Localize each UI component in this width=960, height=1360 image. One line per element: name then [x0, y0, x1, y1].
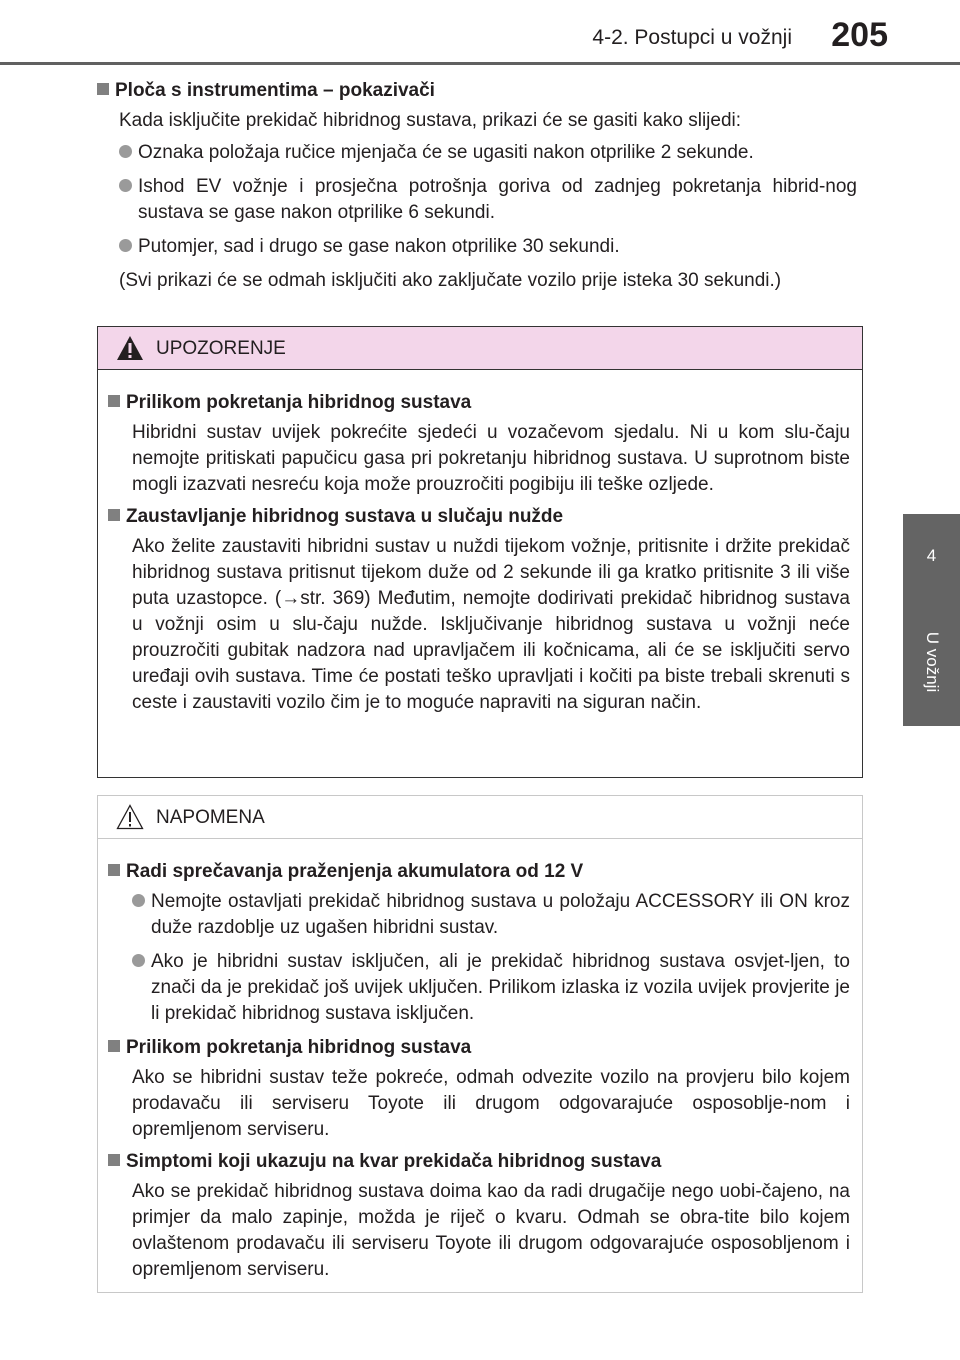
notice-body [98, 839, 862, 1283]
round-bullet-icon [119, 179, 132, 192]
notice-title: NAPOMENA [156, 807, 265, 828]
heading-text: Zaustavljanje hibridnog sustava u slučaju nužde [126, 506, 564, 527]
section-heading [97, 78, 857, 104]
round-bullet-icon [119, 145, 132, 158]
square-bullet-icon [108, 509, 120, 521]
list-item [132, 949, 850, 1027]
section-title: 4-2. Postupci u vožnji [592, 26, 792, 49]
heading-text: Prilikom pokretanja hibridnog sustava [126, 392, 472, 413]
notice-text: Ako se prekidač hibridnog sustava doima kao da radi drugačije nego uobi-čajeno, na primjer da malo zapinje, možda je riječ o kvaru. Odmah se obra-tite bilo kojem ovlaštenom prodavaču ili serviseru Toyote ili drugom odgovarajuće osposobljenom i opremljenom serviseru. [132, 1181, 850, 1280]
caution-triangle-outline-icon [116, 804, 144, 830]
heading-text: Prilikom pokretanja hibridnog sustava [126, 1037, 472, 1058]
notice-header [98, 796, 862, 839]
page-number: 205 [831, 16, 888, 54]
square-bullet-icon [108, 1154, 120, 1166]
square-bullet-icon [108, 864, 120, 876]
notice-heading [108, 859, 850, 885]
footnote-text: (Svi prikazi će se odmah isključiti ako zaključate vozilo prije isteka 30 sekundi.) [119, 270, 782, 291]
warning-body [98, 370, 862, 716]
list-item [132, 889, 850, 941]
notice-heading [108, 1035, 850, 1061]
list-item-text: Ishod EV vožnje i prosječna potrošnja goriva od zadnjeg pokretanja hibrid-nog sustava se gase nakon otprilike 6 sekundi. [138, 176, 857, 223]
heading-text: Simptomi koji ukazuju na kvar prekidača hibridnog sustava [126, 1151, 662, 1172]
warning-header [98, 327, 862, 370]
intro-text: Kada isključite prekidač hibridnog sustava, prikazi će se gasiti kako slijedi: [119, 110, 742, 131]
round-bullet-icon [132, 894, 145, 907]
round-bullet-icon [132, 954, 145, 967]
list-item-text: Oznaka položaja ručice mjenjača će se ugasiti nakon otprilike 2 sekunde. [138, 142, 754, 163]
chapter-tab-text: U vožnji [922, 631, 942, 693]
main-content [97, 78, 857, 300]
list-item [119, 174, 857, 226]
square-bullet-icon [108, 395, 120, 407]
square-bullet-icon [108, 1040, 120, 1052]
square-bullet-icon [97, 83, 109, 95]
header-rule [0, 62, 960, 65]
list-item-text: Putomjer, sad i drugo se gase nakon otprilike 30 sekundi. [138, 236, 620, 257]
list-item-text: Ako je hibridni sustav isključen, ali je prekidač hibridnog sustava osvjet-ljen, to znači da je prekidač još uvijek uključen. Prilikom izlaska iz vozila uvijek provjerite je li prekidač hibridnog sustava isključen. [151, 951, 850, 1024]
warning-box [97, 326, 863, 778]
chapter-tab-number: 4 [903, 514, 960, 598]
list-item [119, 234, 857, 260]
list-item [119, 140, 857, 166]
warning-triangle-icon [116, 335, 144, 361]
warning-text: Hibridni sustav uvijek pokrećite sjedeći u vozačevom sjedalu. Ni u kom slu-čaju nemojte pritiskati papučicu gasa pri pokretanju hibridnog sustava. U suprotnom biste mogli izazvati nesreću koja može prouzročiti pogibiju ili teške ozljede. [132, 422, 850, 495]
notice-text: Ako se hibridni sustav teže pokreće, odmah odvezite vozilo na provjeru bilo kojem prodavaču ili serviseru Toyote ili drugom odgovarajuće osposoblje-nom i opremljenom serviseru. [132, 1067, 850, 1140]
list-item-text: Nemojte ostavljati prekidač hibridnog sustava u položaju ACCESSORY ili ON kroz duže razdoblje uz ugašen hibridni sustav. [151, 891, 850, 938]
heading-text: Ploča s instrumentima – pokazivači [115, 80, 435, 101]
notice-heading [108, 1149, 850, 1175]
warning-title: UPOZORENJE [156, 338, 286, 359]
chapter-tab-label [903, 598, 960, 726]
warning-heading [108, 504, 850, 530]
warning-heading [108, 390, 850, 416]
warning-text: Ako želite zaustaviti hibridni sustav u nuždi tijekom vožnje, pritisnite i držite prekidač hibridnog sustava pritisnut tijekom duže od 2 sekunde ili ga kratko pritisnite 3 ili više puta uzastopce. (→str. 369) Međutim, nemojte dodirivati prekidač hibridnog sustava u vožnji osim u slu-čaju nužde. Isključivanje hibridnog sustava u vožnji neće prouzročiti gubitak nadzora nad upravljačem ili kočnicama, ali će se isključiti servo uređaji ovih sustava. Time će postati teško upravljati i kočiti pa biste trebali skrenuti s ceste i zaustaviti vozilo čim je to moguće napraviti na siguran način. [132, 536, 850, 713]
notice-box [97, 795, 863, 1293]
heading-text: Radi sprečavanja praženjenja akumulatora od 12 V [126, 861, 584, 882]
round-bullet-icon [119, 239, 132, 252]
